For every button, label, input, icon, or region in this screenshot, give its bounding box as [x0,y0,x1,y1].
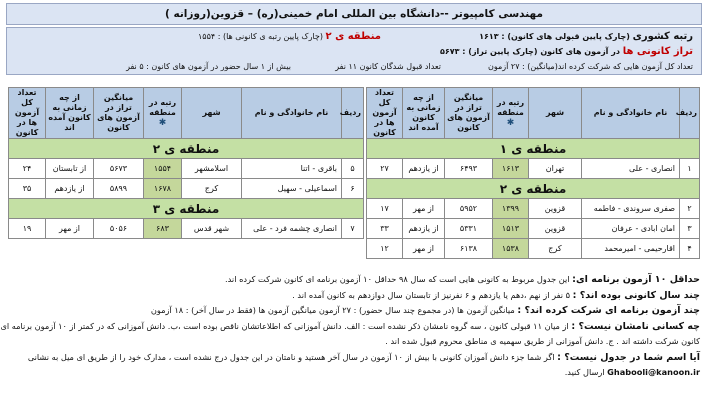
cell-row: ۷ [342,219,364,239]
cell-name: اسماعیلی - سهیل [242,179,342,199]
cell-level: ۶۱۳۸ [445,239,493,259]
cell-city: کرج [529,239,582,259]
notes-section [0,272,700,381]
region-row [367,179,700,199]
region-row [9,199,364,219]
cell-name: امان ابادی - عرفان [582,219,680,239]
cell-rank: ۱۳۹۹ [493,199,529,219]
header-count: تعداد کل آزمون ها در کانون [367,88,403,139]
cell-count: ۲۴ [9,159,46,179]
cell-level: ۵۰۵۶ [94,219,144,239]
cell-rank: ۱۵۳۸ [493,239,529,259]
header-city: شهر [529,88,582,139]
region-title: منطقه ی ۳ [9,199,364,219]
cell-rank: ۱۶۱۳ [493,159,529,179]
table-row [367,219,700,239]
table-row [367,239,700,259]
table-header-row [367,88,700,139]
cell-level: ۵۸۹۹ [94,179,144,199]
note-not-listed: آیا اسم شما در جدول نیست؟ : اگر شما جزء دانش آموزان کانونی با بیش از ۱۰ آزمون در سال آخر هستید و نامتان در این جدول درج نشده است ، مدارک خود را از طریق ای میل به نشانی [27,351,700,363]
cell-city: اسلامشهر [182,159,242,179]
cell-count: ۳۳ [367,219,403,239]
cell-level: ۶۴۹۳ [445,159,493,179]
cell-name: انصاری چشمه فرد - علی [242,219,342,239]
star-icon: ✱ [158,118,167,128]
cell-city: قزوین [529,199,582,219]
region2-rank: منطقه ی ۲ (چارک پایین رتبه ی کانونی ها) : ۱۵۵۴ [198,31,381,42]
header-count: تعداد کل آزمون ها در کانون [9,88,46,139]
contact-email-link[interactable]: Ghabooli@kanoon.ir [607,367,700,377]
cell-since: از مهر [46,219,94,239]
table-row [367,159,700,179]
note-missing-names: چه کسانی نامشان نیست؟ : از میان ۱۱ قبولی کانون ، سه گروه نامشان ذکر نشده است : الف. دانش آموزانی که اطلاعاتشان ناقص بوده است ،ب. دانش آموزانی که در کمتر از ۱۰ آزمون برنامه ای [0,320,700,332]
page-title: مهندسی کامپیوتر --دانشگاه بین المللی امام خمینی(ره) – قزوین(روزانه ) [6,3,702,25]
header-name: نام خانوادگی و نام [242,88,342,139]
cell-count: ۱۲ [367,239,403,259]
cell-name: صفری سروندی - فاطمه [582,199,680,219]
header-rank: رتبه در منطقه ✱ [144,88,182,139]
header-name: نام خانوادگی و نام [582,88,680,139]
cell-row: ۵ [342,159,364,179]
cell-rank: ۱۶۷۸ [144,179,182,199]
cell-row: ۱ [680,159,700,179]
header-row-number: ردیف [342,88,364,139]
cell-row: ۴ [680,239,700,259]
cell-count: ۱۹ [9,219,46,239]
table-header-row [9,88,364,139]
country-rank: رتبه کشوری (چارک پایین قبولی های کانون) : ۱۶۱۳ [479,31,693,42]
cell-since: از مهر [403,239,445,259]
cell-city: کرج [182,179,242,199]
cell-name: انصاری - علی [582,159,680,179]
total-exams: تعداد کل آزمون هایی که شرکت کرده اند(میانگین) : ۲۷ آزمون [488,62,693,71]
cell-count: ۲۷ [367,159,403,179]
note-email: Ghabooli@kanoon.ir ارسال کنید. [564,367,700,377]
cell-city: تهران [529,159,582,179]
cell-level: ۵۹۵۲ [445,199,493,219]
cell-city: قزوین [529,219,582,239]
note-years: چند سال کانونی بوده اند؟ : ۵ نفر از نهم ،دهم یا یازدهم و ۶ نفرنیز از تابستان سال دوازدهم به کانون آمده اند . [292,289,700,301]
table-row [9,179,364,199]
header-city: شهر [182,88,242,139]
over-one-year: بیش از ۱ سال حضور در آزمون های کانون : ۵ نفر [126,62,291,71]
cell-since: از یازدهم [46,179,94,199]
header-since: از چه زمانی به کانون آمده اند [403,88,445,139]
cell-rank: ۱۵۵۴ [144,159,182,179]
header-level: میانگین تراز در آزمون های کانون [94,88,144,139]
cell-since: از مهر [403,199,445,219]
note-min-exams: حداقل ۱۰ آزمون برنامه ای: این جدول مربوط به کانونی هایی است که سال ۹۸ حداقل ۱۰ آزمون برنامه ای کانون شرکت کرده اند. [225,274,700,285]
cell-count: ۱۷ [367,199,403,219]
region-title: منطقه ی ۲ [9,139,364,159]
accepted-count: تعداد قبول شدگان کانون ۱۱ نفر [335,62,441,71]
cell-name: اقارحیمی - امیرمحمد [582,239,680,259]
region-title: منطقه ی ۱ [367,139,700,159]
note-exam-count: چند آزمون برنامه ای شرکت کرده اند؟ : میانگین آزمون ها (در مجموع چند سال حضور) : ۲۷ آزمون میانگین آزمون ها (فقط در سال آخر) : ۱۸ آزمون [150,305,700,316]
cell-row: ۳ [680,219,700,239]
cell-city: شهر قدس [182,219,242,239]
cell-level: ۵۳۳۱ [445,219,493,239]
cell-rank: ۱۵۱۳ [493,219,529,239]
cell-row: ۲ [680,199,700,219]
results-table-left [8,87,364,239]
header-rank: رتبه در منطقه ✱ [493,88,529,139]
table-row [9,219,364,239]
header-row-number: ردیف [680,88,700,139]
note-missing-names-cont: کانون شرکت داشته اند . ج. دانش آموزانی از طریق سهمیه ی مناطق محروم قبول شده اند . [385,336,700,346]
cell-rank: ۶۸۳ [144,219,182,239]
region-title: منطقه ی ۲ [367,179,700,199]
kanoon-level: تراز کانونی ها در آزمون های کانون (چارک پایین تراز) : ۵۶۷۳ [439,46,693,57]
star-icon: ✱ [506,118,515,128]
cell-row: ۶ [342,179,364,199]
summary-box [6,27,702,75]
cell-count: ۳۵ [9,179,46,199]
cell-since: از یازدهم [403,159,445,179]
table-row [367,199,700,219]
header-since: از چه زمانی به کانون آمده اند [46,88,94,139]
header-level: میانگین تراز در آزمون های کانون [445,88,493,139]
cell-since: از تابستان [46,159,94,179]
results-table-right [366,87,700,259]
region-row [367,139,700,159]
table-row [9,159,364,179]
region-row [9,139,364,159]
cell-level: ۵۶۷۳ [94,159,144,179]
cell-name: باقری - اتنا [242,159,342,179]
cell-since: از یازدهم [403,219,445,239]
